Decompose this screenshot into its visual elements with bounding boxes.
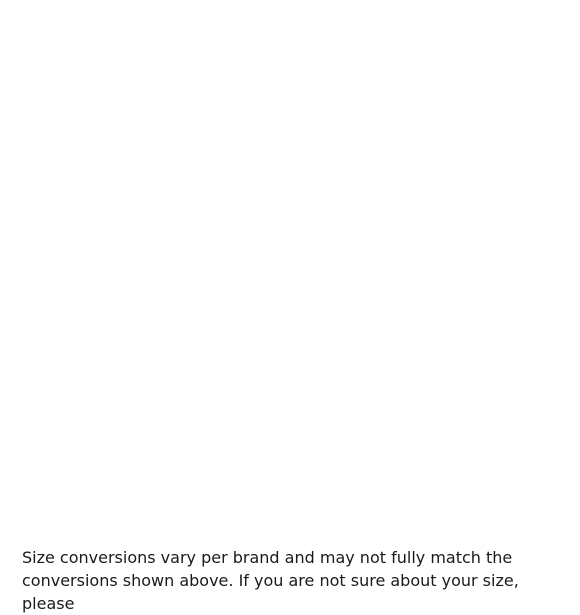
size-conversion-note: Size conversions vary per brand and may not fully match the conversions shown above. If you are not sure about your size, please xyxy=(22,548,519,613)
